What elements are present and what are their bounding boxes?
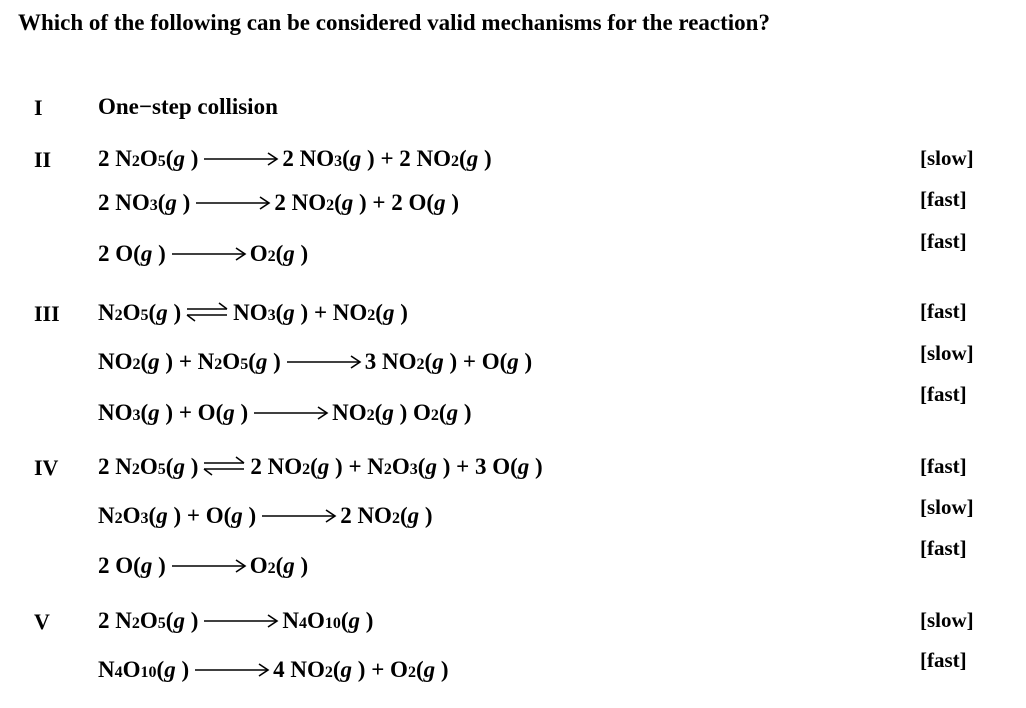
reaction-arrow-icon [172,558,248,574]
step-rate-label: [fast] [920,187,967,211]
mechanism-step-equation: N 4 O 10 ( g ) 4 NO 2 ( g ) + O 2 ( g ) [98,657,449,682]
step-rate-label: [fast] [920,454,967,478]
mechanism-numeral: III [34,301,60,326]
mechanism-step-equation: 2 NO 3 ( g ) 2 NO 2 ( g ) + 2 O( g ) [98,190,460,215]
mechanism-numeral: IV [34,455,59,480]
reaction-arrow-icon [204,151,280,167]
step-rate-label: [fast] [920,382,967,406]
step-rate-label: [slow] [920,495,974,519]
reaction-arrow-icon [254,405,330,421]
equilibrium-arrow-icon [185,302,229,322]
reaction-arrow-icon [196,195,272,211]
step-rate-label: [fast] [920,648,967,672]
mechanism-step-equation: NO 3 ( g ) + O( g ) NO 2 ( g ) O 2 ( g ) [98,400,472,425]
mechanism-step-equation: 2 O( g ) O 2 ( g ) [98,553,309,578]
reaction-arrow-icon [195,662,271,678]
step-rate-label: [fast] [920,536,967,560]
step-rate-label: [slow] [920,146,974,170]
equilibrium-arrow-icon [202,456,246,476]
mechanism-step-equation: NO 2 ( g ) + N 2 O 5 ( g ) 3 NO 2 ( g ) + O( g ) [98,349,533,374]
reaction-arrow-icon [204,613,280,629]
reaction-arrow-icon [287,354,363,370]
reaction-arrow-icon [262,508,338,524]
question-text: Which of the following can be considered valid mechanisms for the reaction? [18,10,770,35]
mechanism-numeral: I [34,95,43,120]
mechanism-step-equation: 2 N 2 O 5 ( g ) N 4 O 10 ( g ) [98,608,374,633]
mechanism-step-equation: N 2 O 3 ( g ) + O( g ) 2 NO 2 ( g ) [98,503,433,528]
mechanism-numeral: V [34,609,50,634]
mechanism-numeral: II [34,147,52,172]
mechanism-step-equation: One−step collision [98,94,278,119]
step-rate-label: [slow] [920,341,974,365]
mechanism-step-equation: 2 N 2 O 5 ( g ) 2 NO 3 ( g ) + 2 NO 2 ( g ) [98,146,492,171]
step-rate-label: [fast] [920,229,967,253]
reaction-arrow-icon [172,246,248,262]
step-rate-label: [slow] [920,608,974,632]
step-rate-label: [fast] [920,299,967,323]
mechanism-step-equation: 2 N 2 O 5 ( g ) 2 NO 2 ( g ) + N 2 O 3 ( g ) + 3 O( g ) [98,454,543,479]
mechanism-step-equation: N 2 O 5 ( g ) NO 3 ( g ) + NO 2 ( g ) [98,300,408,325]
mechanism-step-equation: 2 O( g ) O 2 ( g ) [98,241,309,266]
